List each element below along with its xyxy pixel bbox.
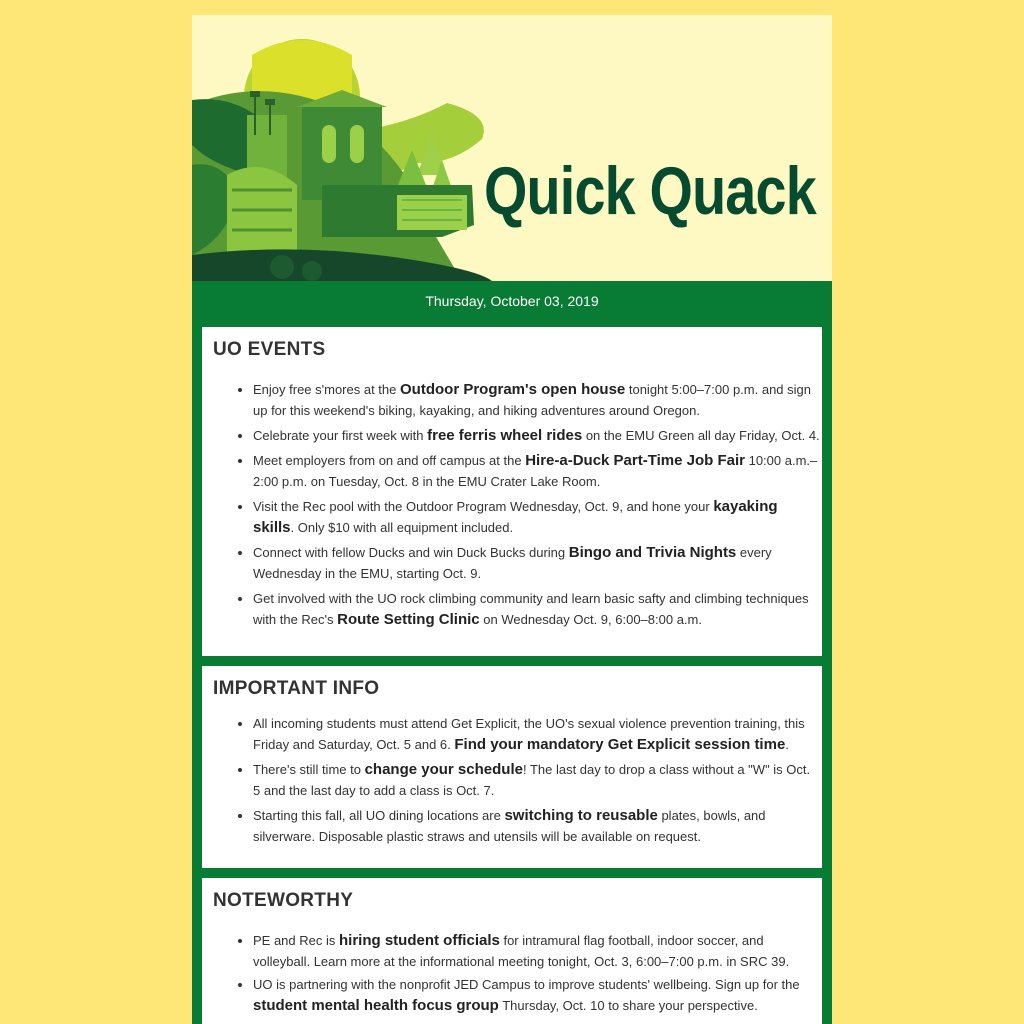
- item-text: Thursday, Oct. 10 to share your perspective.: [498, 998, 758, 1013]
- newsletter: [192, 15, 832, 1024]
- item-text: UO is partnering with the nonprofit JED Campus to improve students' wellbeing. Sign up for the: [253, 977, 800, 992]
- section-heading: NOTEWORTHY: [213, 890, 354, 911]
- list-item: [253, 496, 822, 538]
- item-text: Enjoy free s'mores at the: [253, 382, 400, 397]
- item-text: plates, bowls, and silverware. Disposable plastic straws and utensils will be available on request.: [253, 808, 766, 844]
- item-link[interactable]: change your schedule: [364, 761, 523, 778]
- item-text: . Only $10 with all equipment included.: [290, 520, 514, 535]
- issue-date: Thursday, October 03, 2019: [425, 293, 599, 309]
- item-text: There's still time to: [253, 762, 365, 777]
- item-text: Meet employers from on and off campus at the: [253, 453, 526, 468]
- info-list: [213, 713, 822, 847]
- list-item: [253, 805, 822, 847]
- item-text: for intramural flag football, indoor soccer, and volleyball. Learn more at the informational meeting tonight, Oct. 3, 6:00–7:00 p.m. in SRC 39.: [253, 933, 790, 969]
- item-link[interactable]: Outdoor Program's open house: [400, 381, 626, 398]
- section-heading: UO EVENTS: [213, 339, 326, 360]
- item-text: Celebrate your first week with: [253, 428, 428, 443]
- item-text: Connect with fellow Ducks and win Duck Bucks during: [253, 545, 569, 560]
- event-list: [213, 379, 822, 630]
- section-noteworthy: [202, 878, 822, 1024]
- list-item: [253, 542, 822, 584]
- list-item: [253, 425, 822, 446]
- item-text: every Wednesday in the EMU, starting Oct. 9.: [253, 545, 772, 581]
- section-important-info: [202, 666, 822, 868]
- list-item: [253, 450, 822, 492]
- duck-campus-illustration: [192, 15, 832, 281]
- list-item: [253, 930, 822, 972]
- item-link[interactable]: Route Setting Clinic: [337, 611, 480, 628]
- item-text: PE and Rec is: [253, 933, 339, 948]
- item-link[interactable]: kayaking skills: [253, 498, 778, 536]
- item-text: on the EMU Green all day Friday, Oct. 4.: [582, 428, 820, 443]
- item-link[interactable]: Bingo and Trivia Nights: [568, 544, 737, 561]
- item-text: Get involved with the UO rock climbing community and learn basic safty and climbing techniques with the Rec's: [253, 591, 809, 627]
- item-text: All incoming students must attend Get Explicit, the UO's sexual violence prevention training, this Friday and Saturday, Oct. 5 and 6.: [253, 716, 805, 752]
- noteworthy-list: [213, 930, 822, 1016]
- item-link[interactable]: Hire-a-Duck Part-Time Job Fair: [525, 452, 745, 469]
- section-uo-events: [202, 327, 822, 656]
- header-banner: [192, 15, 832, 281]
- section-heading: IMPORTANT INFO: [213, 678, 380, 699]
- item-link[interactable]: student mental health focus group: [253, 997, 499, 1014]
- list-item: [253, 974, 822, 1016]
- item-text: on Wednesday Oct. 9, 6:00–8:00 a.m.: [479, 612, 702, 627]
- item-text: .: [785, 737, 789, 752]
- list-item: [253, 588, 822, 630]
- list-item: [253, 379, 822, 421]
- list-item: [253, 713, 822, 755]
- item-text: 10:00 a.m.–2:00 p.m. on Tuesday, Oct. 8 in the EMU Crater Lake Room.: [253, 453, 818, 489]
- item-text: tonight 5:00–7:00 p.m. and sign up for this weekend's biking, kayaking, and hiking adventures around Oregon.: [253, 382, 811, 418]
- item-link[interactable]: switching to reusable: [504, 807, 658, 824]
- item-text: Visit the Rec pool with the Outdoor Program Wednesday, Oct. 9, and hone your: [253, 499, 714, 514]
- item-text: Starting this fall, all UO dining locations are: [253, 808, 505, 823]
- item-link[interactable]: Find your mandatory Get Explicit session time: [454, 736, 786, 753]
- item-link[interactable]: hiring student officials: [339, 932, 500, 949]
- newsletter-title: Quick Quack: [484, 153, 816, 229]
- item-link[interactable]: free ferris wheel rides: [427, 427, 583, 444]
- list-item: [253, 759, 822, 801]
- item-text: ! The last day to drop a class without a "W" is Oct. 5 and the last day to add a class is Oct. 7.: [253, 762, 811, 798]
